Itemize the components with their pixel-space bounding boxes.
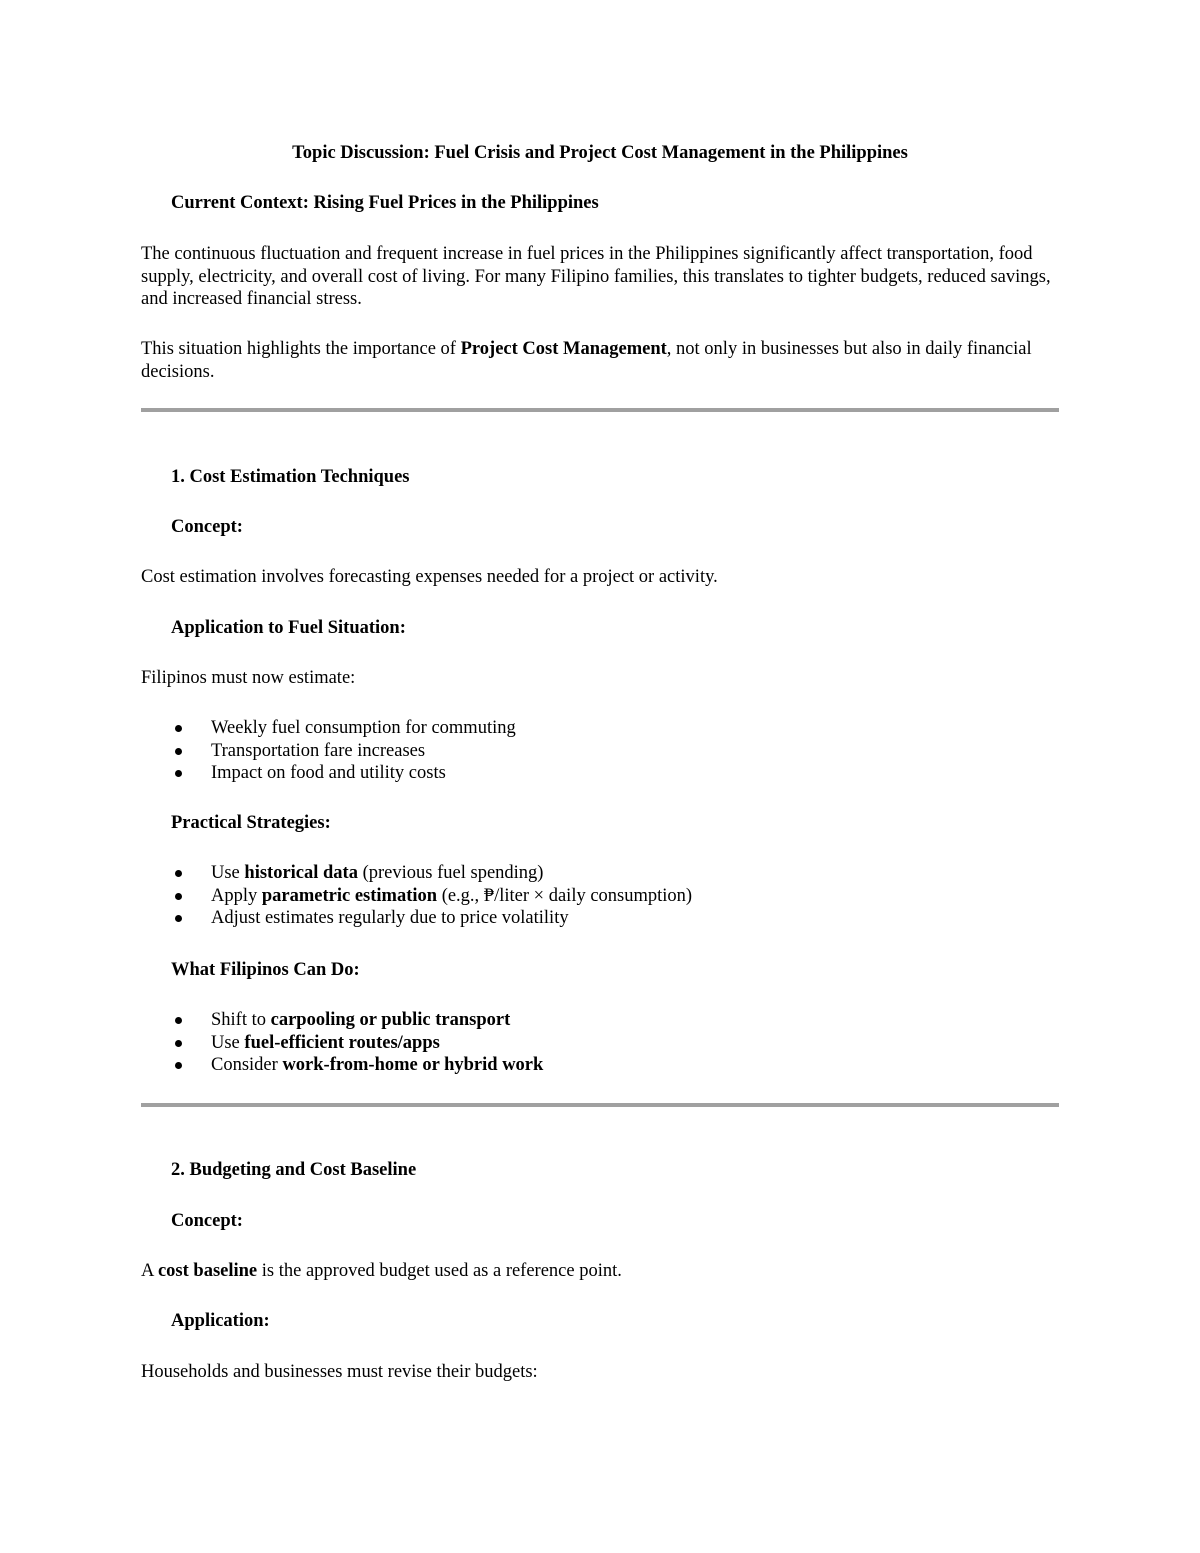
section1-concept-text: Cost estimation involves forecasting expenses needed for a project or activity. bbox=[141, 567, 718, 587]
list-item bbox=[171, 1032, 543, 1055]
section2-concept-label: Concept: bbox=[171, 1211, 243, 1231]
estimate-list bbox=[171, 717, 516, 785]
list-item-bold: carpooling or public transport bbox=[270, 1010, 511, 1030]
list-item bbox=[171, 1009, 543, 1032]
list-item bbox=[171, 907, 692, 930]
list-item-text: Adjust estimates regularly due to price volatility bbox=[211, 908, 569, 929]
list-item-bold: work-from-home or hybrid work bbox=[282, 1055, 544, 1076]
section2-concept-text bbox=[141, 1260, 1061, 1283]
section1-can-do-label: What Filipinos Can Do: bbox=[171, 960, 360, 980]
list-item-bold: parametric estimation bbox=[261, 885, 438, 906]
list-item: Impact on food and utility costs bbox=[171, 762, 516, 785]
intro-p2-text: This situation highlights the importance of bbox=[141, 339, 461, 359]
section1-application-intro: Filipinos must now estimate: bbox=[141, 668, 356, 688]
intro-heading: Current Context: Rising Fuel Prices in the Philippines bbox=[171, 193, 599, 213]
list-item: Transportation fare increases bbox=[171, 740, 516, 763]
list-item bbox=[171, 862, 692, 885]
intro-paragraph-2 bbox=[141, 338, 1061, 383]
list-item bbox=[171, 885, 692, 908]
section1-heading: 1. Cost Estimation Techniques bbox=[171, 467, 410, 487]
list-item-text-end: (previous fuel spending) bbox=[357, 863, 544, 883]
list-item-text: Apply bbox=[211, 885, 262, 906]
list-item-text: Consider bbox=[211, 1055, 283, 1076]
concept-text: A bbox=[141, 1261, 158, 1281]
intro-paragraph-1: The continuous fluctuation and frequent increase in fuel prices in the Philippines significantly affect transportation, food supply, electricity, and overall cost of living. For many Filipino families, this translates to tighter budgets, reduced savings, and increased financial stress. bbox=[141, 244, 1051, 309]
list-item-text: Use bbox=[211, 863, 245, 883]
intro-p2-text-end: , not only in businesses but also in daily financial decisions. bbox=[141, 339, 1032, 382]
section2-application-label: Application: bbox=[171, 1311, 270, 1331]
section2-heading: 2. Budgeting and Cost Baseline bbox=[171, 1160, 417, 1180]
concept-text-end: is the approved budget used as a reference point. bbox=[257, 1261, 622, 1281]
list-item bbox=[171, 1054, 543, 1077]
list-item-text: Shift to bbox=[211, 1010, 271, 1030]
section1-application-label: Application to Fuel Situation: bbox=[171, 618, 406, 638]
list-item-text: Use bbox=[211, 1032, 245, 1053]
list-item-bold: fuel-efficient routes/apps bbox=[244, 1032, 440, 1053]
list-item: Weekly fuel consumption for commuting bbox=[171, 717, 516, 740]
section-divider bbox=[141, 1103, 1059, 1107]
section-divider bbox=[141, 408, 1059, 412]
document-title: Topic Discussion: Fuel Crisis and Project Cost Management in the Philippines bbox=[292, 143, 908, 163]
strategies-list bbox=[171, 862, 692, 930]
intro-p2-bold: Project Cost Management bbox=[460, 339, 667, 359]
list-item-bold: historical data bbox=[244, 863, 358, 883]
section1-strategies-label: Practical Strategies: bbox=[171, 813, 331, 833]
concept-bold: cost baseline bbox=[157, 1261, 258, 1281]
can-do-list bbox=[171, 1009, 543, 1077]
section2-application-text: Households and businesses must revise their budgets: bbox=[141, 1362, 538, 1382]
list-item-text-end: (e.g., ₱/liter × daily consumption) bbox=[437, 885, 693, 906]
section1-concept-label: Concept: bbox=[171, 517, 243, 537]
